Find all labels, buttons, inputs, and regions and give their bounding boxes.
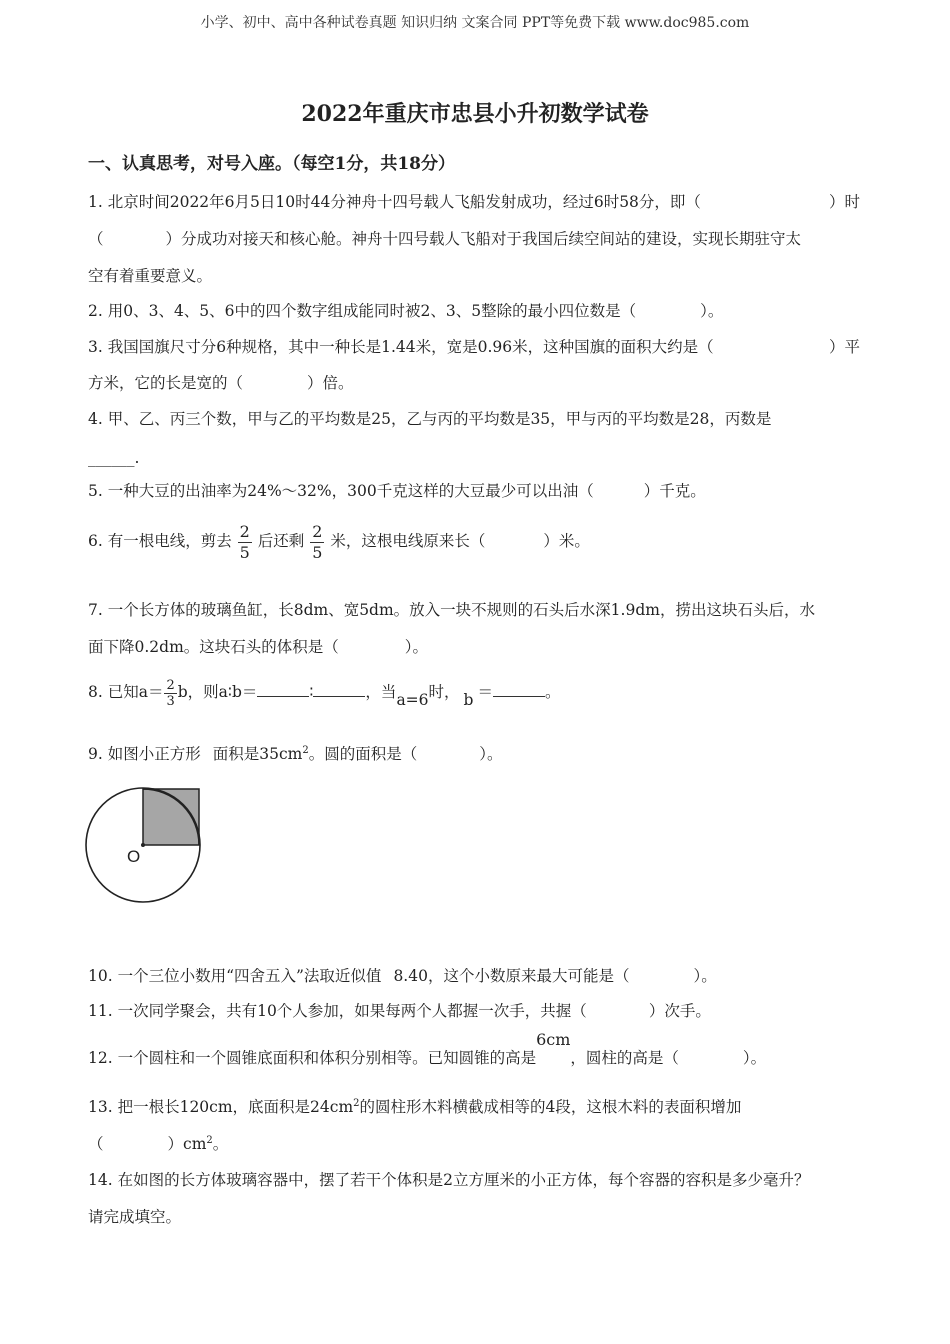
question-8: 8. 已知a＝ $\frac{2}{3}$ b，则a∶b＝ ∶ ，当a=6时， b ＝ 。 bbox=[88, 677, 561, 709]
question-13-line-1: 13. 把一根长120cm，底面积是$24cm^2$的圆柱形木料横截成相等的4段，这根木料的表面积增加 bbox=[88, 1097, 742, 1116]
answer-blank[interactable] bbox=[313, 682, 365, 697]
fraction-two-fifths: $\frac{2}{5}$ bbox=[312, 521, 323, 562]
fraction-two-fifths: $\frac{2}{5}$ bbox=[239, 521, 250, 562]
page-title: 2022年重庆市忠县小升初数学试卷 bbox=[301, 101, 649, 127]
circle-square-figure bbox=[82, 782, 207, 907]
question-1-line-3: 空有着重要意义。 bbox=[88, 267, 213, 285]
question-4-answer-blank[interactable]: ______. bbox=[88, 449, 140, 467]
question-14-line-2: 请完成填空。 bbox=[88, 1208, 182, 1226]
fraction-two-thirds: $\frac{2}{3}$ bbox=[166, 677, 175, 709]
answer-blank[interactable] bbox=[257, 682, 309, 697]
small-square bbox=[143, 789, 199, 845]
section-heading: 一、认真思考，对号入座。（每空1分，共18分） bbox=[88, 154, 455, 174]
question-6: 6. 有一根电线，剪去 $\frac{2}{5}$ 后还剩 $\frac{2}{5}$ 米，这根电线原来长（ ）米。 bbox=[88, 521, 590, 562]
question-12: 12. 一个圆柱和一个圆锥底面积和体积分别相等。已知圆锥的高是6cm，圆柱的高是（ ）。 bbox=[88, 1030, 767, 1067]
question-7-line-2: 面下降0.2dm。这块石头的体积是（ ）。 bbox=[88, 638, 429, 656]
question-1-line-1: 1. 北京时间2022年6月5日10时44分神舟十四号载人飞船发射成功，经过6时58分，即（ ）时 bbox=[88, 193, 860, 211]
question-9: 9. 如图小正方形 面积是$35cm^2$。圆的面积是（ ）。 bbox=[88, 744, 503, 763]
answer-blank[interactable] bbox=[493, 682, 545, 697]
question-7-line-1: 7. 一个长方体的玻璃鱼缸，长8dm、宽5dm。放入一块不规则的石头后水深1.9dm，捞出这块石头后，水 bbox=[88, 601, 815, 619]
question-3-line-1: 3. 我国国旗尺寸分6种规格，其中一种长是1.44米，宽是0.96米，这种国旗的面积大约是（ ）平 bbox=[88, 338, 860, 356]
page-header: 小学、初中、高中各种试卷真题 知识归纳 文案合同 PPT等免费下载 www.doc985.com bbox=[200, 15, 750, 31]
question-1-line-2: （ ）分成功对接天和核心舱。神舟十四号载人飞船对于我国后续空间站的建设，实现长期驻守太 bbox=[88, 230, 802, 248]
question-11: 11. 一次同学聚会，共有10个人参加，如果每两个人都握一次手，共握（ ）次手。 bbox=[88, 1002, 711, 1020]
question-2: 2. 用0、3、4、5、6中的四个数字组成能同时被2、3、5整除的最小四位数是（ ）。 bbox=[88, 302, 724, 320]
question-4-line-1: 4. 甲、乙、丙三个数，甲与乙的平均数是25，乙与丙的平均数是35，甲与丙的平均数是28，丙数是 bbox=[88, 410, 772, 428]
center-label: O bbox=[127, 847, 141, 866]
question-14-line-1: 14. 在如图的长方体玻璃容器中，摆了若干个体积是2立方厘米的小正方体，每个容器的容积是多少毫升？ bbox=[88, 1171, 810, 1189]
center-point bbox=[141, 843, 145, 847]
question-13-line-2: （ ）$cm^2$。 bbox=[88, 1134, 229, 1153]
question-10: 10. 一个三位小数用“四舍五入”法取近似值 8.40，这个小数原来最大可能是（ ）。 bbox=[88, 967, 717, 985]
question-3-line-2: 方米，它的长是宽的（ ）倍。 bbox=[88, 374, 354, 392]
question-5: 5. 一种大豆的出油率为24%～32%，300千克这样的大豆最少可以出油（ ）千克。 bbox=[88, 482, 706, 500]
